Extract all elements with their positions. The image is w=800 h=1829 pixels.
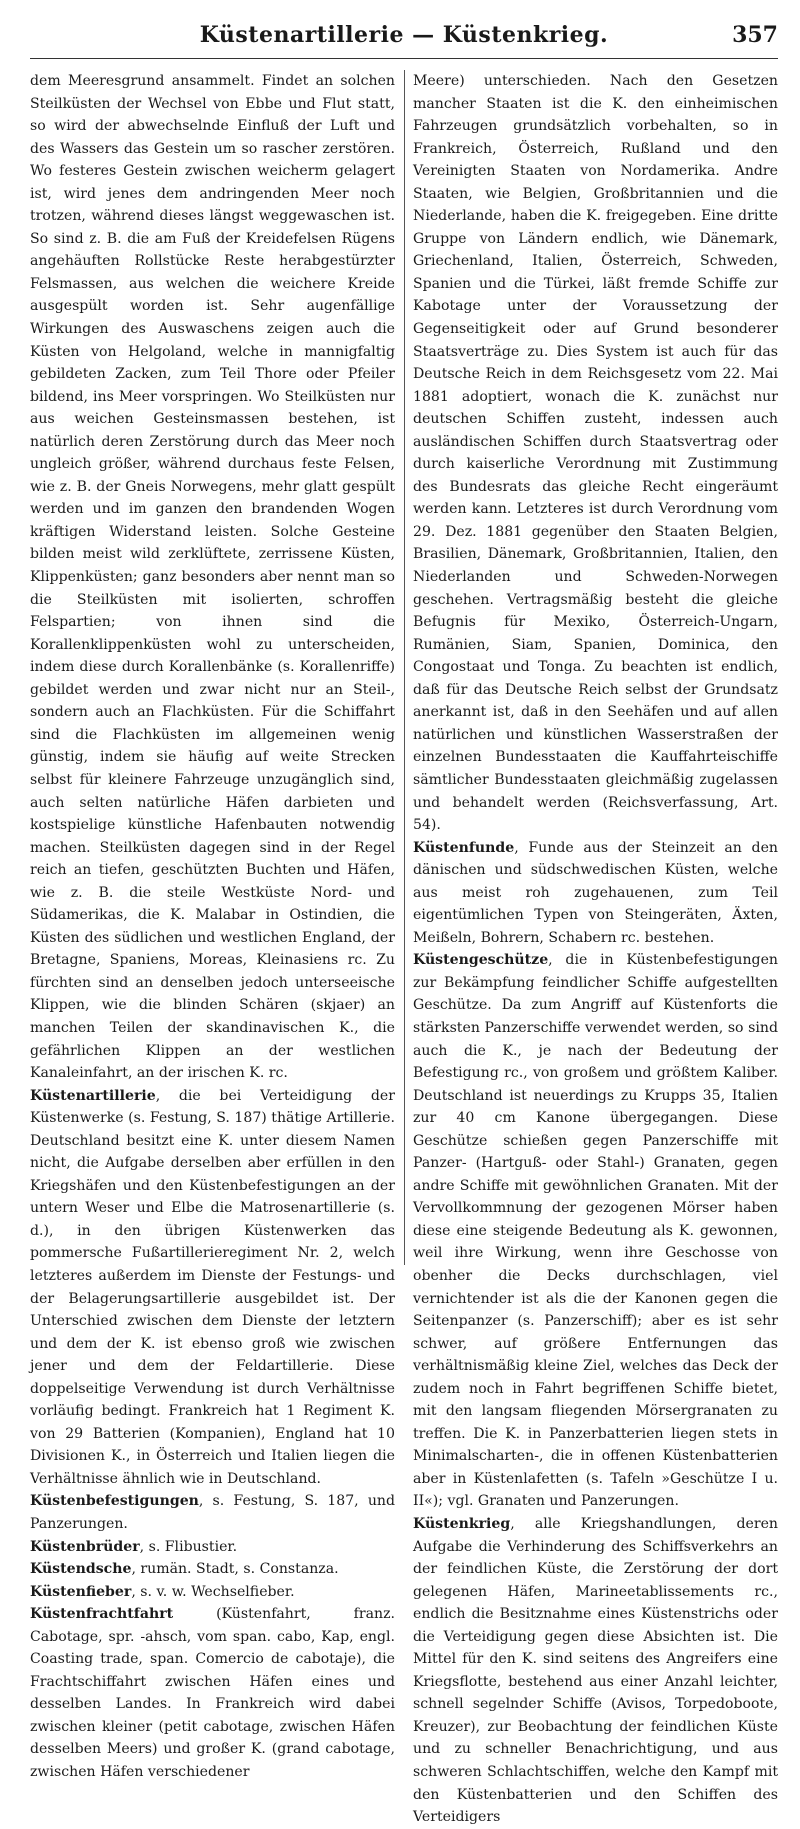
dictionary-entry xyxy=(30,1581,395,1604)
running-title: Küstenartillerie — Küstenkrieg. xyxy=(199,22,609,48)
right-column xyxy=(413,70,778,1826)
entry-headword: Küstenbefestigungen xyxy=(30,1493,199,1510)
header-rule xyxy=(30,58,778,59)
entry-text: (Küstenfahrt, franz. Cabotage, spr. -ahsch, vom span. cabo, Kap, engl. Coasting trade, span. Comercio de cabotaje), die Frachtschiffahrt zwischen Häfen eines und desselben Landes. In Frankreich wird dabei zwischen kleiner (petit cabotage, zwischen Häfen desselben Meers) und großer K. (grand cabotage, zwischen Häfen verschiedener xyxy=(30,1606,395,1781)
dictionary-entry xyxy=(30,1558,395,1581)
entry-text: , die bei Verteidigung der Küstenwerke (s. Festung, S. 187) thätige Artillerie. Deutschland besitzt eine K. unter diesem Namen nicht, die Aufgabe derselben aber erfüllen in den Kriegshäfen und den Küstenbefestigungen an der untern Weser und Elbe die Matrosenartillerie (s. d.), in den übrigen Küstenwerken das pommersche Fußartillerieregiment Nr. 2, welch letzteres außerdem im Dienste der Festungs- und der Belagerungsartillerie ausgebildet ist. Der Unterschied zwischen dem Dienste der letztern und dem der K. ist ebenso groß wie zwischen jener und dem der Feldartillerie. Diese doppelseitige Verwendung ist durch Verhältnisse vorläufig bedingt. Frankreich hat 1 Regiment K. von 29 Batterien (Kompanien), England hat 10 Divisionen K., in Österreich und Italien liegen die Verhältnisse ähnlich wie in Deutschland. xyxy=(30,1087,395,1487)
continuation-paragraph: Meere) unterschieden. Nach den Gesetzen mancher Staaten ist die K. den einheimischen Fahrzeugen grundsätzlich vorbehalten, so in Frankreich, Österreich, Rußland und den Vereinigten Staaten von Nordamerika. Andre Staaten, wie Belgien, Großbritannien und die Niederlande, haben die K. freigegeben. Eine dritte Gruppe von Ländern endlich, wie Dänemark, Griechenland, Italien, Österreich, Schweden, Spanien und die Türkei, läßt fremde Schiffe zur Kabotage unter der Voraussetzung der Gegenseitigkeit oder auf Grund besonderer Staatsverträge zu. Dies System ist auch für das Deutsche Reich in dem Reichsgesetz vom 22. Mai 1881 adoptiert, wonach die K. zunächst nur deutschen Schiffen zusteht, indessen auch ausländischen Schiffen durch Staatsvertrag oder durch kaiserliche Verordnung mit Zustimmung des Bundesrats das gleiche Recht eingeräumt werden kann. Letzteres ist durch Verordnung vom 29. Dez. 1881 gegenüber den Staaten Belgien, Brasilien, Dänemark, Großbritannien, Italien, den Niederlanden und Schweden-Norwegen geschehen. Vertragsmäßig besteht die gleiche Befugnis für Mexiko, Österreich-Ungarn, Rumänien, Siam, Spanien, Dominica, den Congostaat und Tonga. Zu beachten ist endlich, daß für das Deutsche Reich selbst der Grundsatz anerkannt ist, daß in den Seehäfen und auf allen natürlichen und künstlichen Wasserstraßen der einzelnen Bundesstaaten die Kauffahrteischiffe sämtlicher Bundesstaaten gleichmäßig zugelassen und behandelt werden (Reichsverfassung, Art. 54). xyxy=(413,73,778,834)
entry-text: , alle Kriegshandlungen, deren Aufgabe die Verhinderung des Schiffsverkehrs an der feindlichen Küste, die Zerstörung der dort gelegenen Häfen, Marineetablissements rc., endlich die Besitznahme eines Küstenstrichs oder die Verteidigung gegen diese Absichten ist. Die Mittel für den K. sind seitens des Angreifers eine Kriegsflotte, bestehend aus einer Anzahl leichter, schnell segelnder Schiffe (Avisos, Torpedoboote, Kreuzer), zur Beobachtung der feindlichen Küste und zu schneller Benachrichtigung, und aus schweren Schlachtschiffen, welche den Kampf mit den Küstenbatterien und den Schiffen des Verteidigers xyxy=(413,1516,778,1826)
dictionary-entry xyxy=(30,1603,395,1783)
page-header xyxy=(30,16,778,56)
left-column xyxy=(30,70,395,1781)
dictionary-entry xyxy=(30,1085,395,1491)
text-columns xyxy=(30,70,778,1826)
entry-headword: Küstenartillerie xyxy=(30,1087,156,1104)
entry-text: , s. Festung, S. 187, und Panzerungen. xyxy=(30,1493,395,1532)
dictionary-entry xyxy=(413,949,778,1513)
entry-headword: Küstenfrachtfahrt xyxy=(30,1606,174,1623)
entry-headword: Küstenkrieg xyxy=(413,1516,511,1532)
dictionary-entry xyxy=(413,1513,778,1829)
dictionary-entry xyxy=(413,837,778,950)
entry-text: , Funde aus der Steinzeit an den dänischen und südschwedischen Küsten, welche aus meist roh zugehauenen, zum Teil eigentümlichen Typen von Steingeräten, Äxten, Meißeln, Bohrern, Schabern rc. bestehen. xyxy=(413,839,778,946)
continuation-paragraph: dem Meeresgrund ansammelt. Findet an solchen Steilküsten der Wechsel von Ebbe und Flut statt, so wird der abwechselnde Einfluß der Luft und des Wassers das Gestein um so rascher zerstören. Wo festeres Gestein zwischen weicherm gelagert ist, wird jenes dem andringenden Meer noch trotzen, während dieses längst weggewaschen ist. So sind z. B. die am Fuß der Kreidefelsen Rügens angehäuften Rollstücke Reste herabgestürzter Felsmassen, aus welchen die weichere Kreide ausgespült worden ist. Sehr augenfällige Wirkungen des Auswaschens zeigen auch die Küsten von Helgoland, welche in mannigfaltig gebildeten Zacken, zum Teil Thore oder Pfeiler bildend, ins Meer vorspringen. Wo Steilküsten nur aus weichen Gesteinsmassen bestehen, ist natürlich deren Zerstörung durch das Meer noch ungleich größer, während durchaus feste Felsen, wie z. B. der Gneis Norwegens, mehr glatt gespült werden und im ganzen den brandenden Wogen kräftigen Widerstand leisten. Solche Gesteine bilden meist wild zerklüftete, zerrissene Küsten, Klippenküsten; ganz besonders aber nennt man so die Steilküsten mit isolierten, schroffen Felspartien; von ihnen sind die Korallenklippenküsten wohl zu unterscheiden, indem diese durch Korallenbänke (s. Korallenriffe) gebildet werden und zwar nicht nur an Steil-, sondern auch an Flachküsten. Für die Schiffahrt sind die Flachküsten im allgemeinen wenig günstig, indem sie häufig auf weite Strecken selbst für kleinere Fahrzeuge unzugänglich sind, auch selten natürliche Häfen darbieten und kostspielige künstliche Hafenbauten notwendig machen. Steilküsten dagegen sind in der Regel reich an tiefen, geschützten Buchten und Häfen, wie z. B. die steile Westküste Nord- und Südamerikas, die K. Malabar in Ostindien, die Küsten des südlichen und westlichen England, der Bretagne, Spaniens, Moreas, Kleinasiens rc. Zu fürchten sind an denselben jedoch unterseeische Klippen, wie die blinden Schären (skjaer) an manchen Teilen der skandinavischen K., die gefährlichen Klippen an der westlichen Kanaleinfahrt, an der irischen K. rc. xyxy=(30,73,395,1082)
entry-text: , s. Flibustier. xyxy=(139,1538,238,1555)
page-number: 357 xyxy=(732,22,778,48)
column-divider xyxy=(404,70,405,1265)
entry-text: , s. v. w. Wechselfieber. xyxy=(131,1583,295,1600)
entry-headword: Küstenbrüder xyxy=(30,1538,140,1555)
entry-headword: Küstenfieber xyxy=(30,1583,132,1600)
entry-text: , die in Küstenbefestigungen zur Bekämpfung feindlicher Schiffe aufgestellten Geschütze. Da zum Angriff auf Küstenforts die stärksten Panzerschiffe verwendet werden, so sind auch die K., je nach der Bedeutung der Befestigung rc., von großem und größtem Kaliber. Deutschland ist neuerdings zu Krupps 35, Italien zur 40 cm Kanone übergegangen. Diese Geschütze schießen gegen Panzerschiffe mit Panzer- (Hartguß- oder Stahl-) Granaten, gegen andre Schiffe mit gewöhnlichen Granaten. Mit der Vervollkommnung der gezogenen Mörser haben diese eine steigende Bedeutung als K. gewonnen, weil ihre Wirkung, wenn ihre Geschosse von obenher die Decks durchschlagen, viel vernichtender ist als die der Kanonen gegen die Seitenpanzer (s. Panzerschiff); aber es ist sehr schwer, auf größere Entfernungen das verhältnismäßig kleine Ziel, welches das Deck der zudem noch in Fahrt begriffenen Schiffe bietet, mit den langsam fliegenden Mörsergranaten zu treffen. Die K. in Panzerbatterien liegen stets in Minimalscharten-, die in offenen Küstenbatterien aber in Küstenlafetten (s. Tafeln »Geschütze I u. II«); vgl. Granaten und Panzerungen. xyxy=(413,952,778,1510)
entry-headword: Küstendsche xyxy=(30,1561,132,1578)
dictionary-entry xyxy=(30,1490,395,1535)
dictionary-entry xyxy=(30,1536,395,1559)
entry-headword: Küstenfunde xyxy=(413,839,515,856)
entry-headword: Küstengeschütze xyxy=(413,952,549,969)
entry-text: , rumän. Stadt, s. Constanza. xyxy=(131,1561,339,1578)
